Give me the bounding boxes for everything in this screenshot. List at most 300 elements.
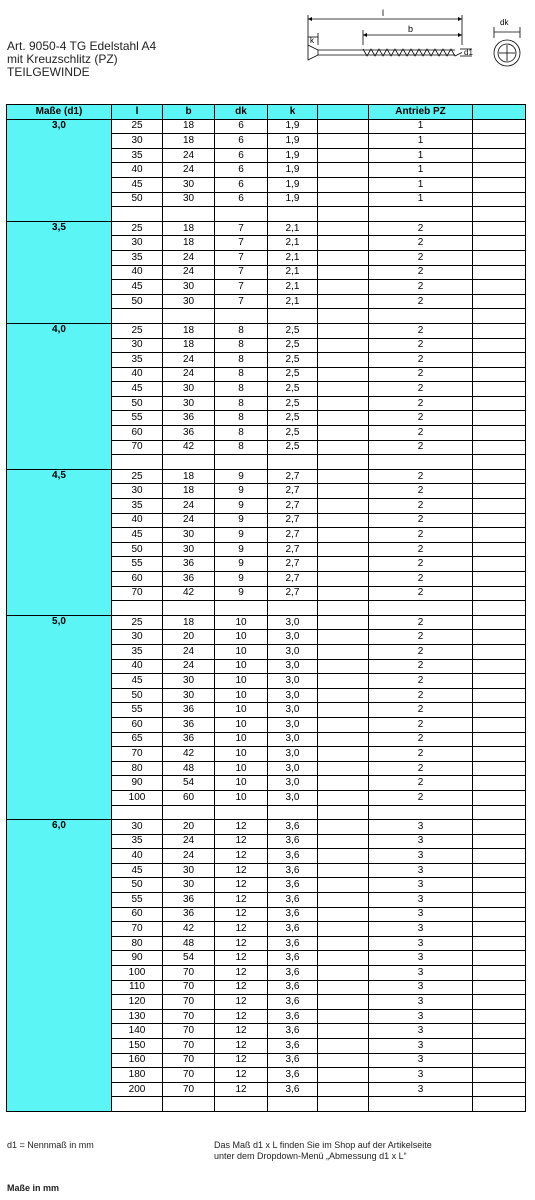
length-cell: 160 [112,1053,163,1068]
blank-cell [318,528,369,543]
drive-size-cell: 1 [369,119,473,134]
blank-cell [268,601,318,616]
blank-cell [473,761,526,776]
blank-cell [215,207,268,222]
head-height-cell: 3,0 [268,732,318,747]
drive-size-cell: 1 [369,163,473,178]
head-height-cell: 3,6 [268,980,318,995]
blank-cell [318,309,369,324]
head-height-cell: 2,7 [268,484,318,499]
blank-cell [318,863,369,878]
blank-cell [112,1097,163,1112]
head-diameter-cell: 8 [215,396,268,411]
head-height-cell: 3,6 [268,820,318,835]
blank-cell [318,484,369,499]
drive-size-cell: 3 [369,893,473,908]
blank-cell [369,309,473,324]
blank-cell [318,922,369,937]
length-cell: 30 [112,820,163,835]
blank-cell [318,1097,369,1112]
head-height-cell: 2,7 [268,513,318,528]
thread-length-cell: 30 [163,674,215,689]
head-diameter-cell: 9 [215,542,268,557]
thread-length-cell: 48 [163,936,215,951]
head-diameter-cell: 12 [215,1053,268,1068]
blank-cell [318,499,369,514]
thread-length-cell: 60 [163,790,215,805]
head-height-cell: 3,0 [268,761,318,776]
blank-cell [473,995,526,1010]
head-diameter-cell: 12 [215,1082,268,1097]
head-height-cell: 2,1 [268,221,318,236]
nominal-diameter-cell: 6,0 [7,820,112,1112]
head-diameter-cell: 10 [215,659,268,674]
blank-cell [473,878,526,893]
head-diameter-cell: 8 [215,353,268,368]
blank-cell [318,382,369,397]
dimension-dk-label: dk [500,18,509,27]
head-height-cell: 3,6 [268,922,318,937]
blank-cell [268,207,318,222]
blank-cell [318,659,369,674]
blank-cell [318,1082,369,1097]
blank-cell [318,353,369,368]
blank-cell [473,528,526,543]
col-header-blank [318,105,369,120]
head-height-cell: 3,6 [268,834,318,849]
head-diameter-cell: 10 [215,644,268,659]
head-diameter-cell: 10 [215,776,268,791]
drive-size-cell: 3 [369,849,473,864]
drive-size-cell: 3 [369,878,473,893]
length-cell: 30 [112,484,163,499]
length-cell: 90 [112,951,163,966]
head-diameter-cell: 12 [215,995,268,1010]
thread-length-cell: 36 [163,703,215,718]
drive-size-cell: 2 [369,338,473,353]
head-height-cell: 1,9 [268,134,318,149]
thread-length-cell: 24 [163,644,215,659]
thread-length-cell: 36 [163,572,215,587]
head-diameter-cell: 9 [215,572,268,587]
head-height-cell: 3,0 [268,776,318,791]
drive-size-cell: 3 [369,995,473,1010]
head-height-cell: 2,5 [268,382,318,397]
blank-cell [318,207,369,222]
table-header-row [7,105,526,120]
blank-cell [473,455,526,470]
head-diameter-cell: 9 [215,528,268,543]
length-cell: 130 [112,1009,163,1024]
drive-size-cell: 1 [369,192,473,207]
length-cell: 40 [112,849,163,864]
blank-cell [318,936,369,951]
length-cell: 55 [112,411,163,426]
blank-cell [215,309,268,324]
blank-cell [318,192,369,207]
head-diameter-cell: 7 [215,250,268,265]
drive-size-cell: 2 [369,367,473,382]
blank-cell [473,192,526,207]
blank-cell [318,849,369,864]
length-cell: 50 [112,396,163,411]
blank-cell [318,163,369,178]
length-cell: 25 [112,323,163,338]
drive-size-cell: 2 [369,572,473,587]
thread-length-cell: 70 [163,980,215,995]
drive-size-cell: 2 [369,761,473,776]
drive-size-cell: 2 [369,411,473,426]
blank-cell [112,309,163,324]
head-diameter-cell: 7 [215,280,268,295]
footnote-shop-line2: unter dem Dropdown-Menü „Abmessung d1 x L“ [214,1151,407,1161]
table-row [7,615,526,630]
head-height-cell: 2,1 [268,294,318,309]
drive-size-cell: 2 [369,236,473,251]
blank-cell [473,674,526,689]
blank-cell [369,207,473,222]
length-cell: 100 [112,966,163,981]
drive-size-cell: 2 [369,747,473,762]
length-cell: 45 [112,863,163,878]
length-cell: 60 [112,572,163,587]
drive-size-cell: 3 [369,863,473,878]
thread-length-cell: 18 [163,119,215,134]
thread-length-cell: 70 [163,1068,215,1083]
length-cell: 110 [112,980,163,995]
drive-size-cell: 3 [369,922,473,937]
thread-length-cell: 24 [163,148,215,163]
blank-cell [473,907,526,922]
product-title: Art. 9050-4 TG Edelstahl A4 [7,39,157,53]
drive-size-cell: 2 [369,382,473,397]
thread-length-cell: 24 [163,659,215,674]
blank-cell [473,542,526,557]
head-height-cell: 3,0 [268,659,318,674]
blank-cell [318,703,369,718]
dimension-b-label: b [408,24,414,34]
length-cell: 60 [112,907,163,922]
head-height-cell: 3,6 [268,863,318,878]
head-diameter-cell: 6 [215,148,268,163]
head-height-cell: 3,0 [268,674,318,689]
table-row [7,820,526,835]
length-cell: 70 [112,747,163,762]
head-height-cell: 3,6 [268,1082,318,1097]
drive-size-cell: 2 [369,732,473,747]
length-cell: 50 [112,294,163,309]
thread-length-cell: 48 [163,761,215,776]
blank-cell [318,776,369,791]
blank-cell [318,674,369,689]
drive-size-cell: 2 [369,396,473,411]
blank-cell [473,177,526,192]
length-cell: 25 [112,221,163,236]
length-cell: 40 [112,367,163,382]
blank-cell [473,236,526,251]
blank-cell [473,119,526,134]
blank-cell [473,484,526,499]
blank-cell [473,207,526,222]
thread-length-cell: 30 [163,177,215,192]
blank-cell [318,411,369,426]
length-cell: 45 [112,280,163,295]
dimension-l-label: l [382,8,384,18]
blank-cell [473,250,526,265]
thread-length-cell: 70 [163,1053,215,1068]
blank-cell [473,265,526,280]
length-cell: 90 [112,776,163,791]
drive-size-cell: 2 [369,426,473,441]
blank-cell [473,951,526,966]
blank-cell [369,1097,473,1112]
blank-cell [473,936,526,951]
head-height-cell: 3,6 [268,878,318,893]
head-height-cell: 3,0 [268,747,318,762]
length-cell: 180 [112,1068,163,1083]
length-cell: 50 [112,688,163,703]
head-diameter-cell: 12 [215,893,268,908]
head-diameter-cell: 10 [215,674,268,689]
nominal-diameter-cell: 5,0 [7,615,112,819]
length-cell: 60 [112,426,163,441]
col-header-dk: dk [215,105,268,120]
head-diameter-cell: 6 [215,119,268,134]
head-diameter-cell: 8 [215,323,268,338]
head-height-cell: 2,7 [268,586,318,601]
blank-cell [163,455,215,470]
thread-length-cell: 36 [163,557,215,572]
blank-cell [473,557,526,572]
thread-length-cell: 18 [163,469,215,484]
head-diameter-cell: 7 [215,221,268,236]
blank-cell [473,148,526,163]
blank-cell [473,411,526,426]
drive-size-cell: 2 [369,586,473,601]
head-diameter-cell: 7 [215,265,268,280]
table-row [7,469,526,484]
blank-cell [473,323,526,338]
screw-diagram [300,5,530,80]
head-diameter-cell: 8 [215,338,268,353]
table-row [7,221,526,236]
drive-size-cell: 2 [369,630,473,645]
product-title-block [7,40,156,79]
blank-cell [318,878,369,893]
blank-cell [318,747,369,762]
head-height-cell: 2,1 [268,236,318,251]
blank-cell [318,1009,369,1024]
col-header-k: k [268,105,318,120]
blank-cell [473,615,526,630]
blank-cell [473,586,526,601]
blank-cell [473,221,526,236]
blank-cell [163,207,215,222]
col-header-b: b [163,105,215,120]
blank-cell [473,294,526,309]
length-cell: 50 [112,192,163,207]
blank-cell [473,893,526,908]
head-height-cell: 2,7 [268,572,318,587]
head-diameter-cell: 12 [215,820,268,835]
thread-length-cell: 18 [163,484,215,499]
head-height-cell: 3,0 [268,790,318,805]
drive-size-cell: 3 [369,966,473,981]
drive-size-cell: 3 [369,820,473,835]
length-cell: 80 [112,761,163,776]
blank-cell [473,980,526,995]
blank-cell [473,922,526,937]
thread-length-cell: 36 [163,907,215,922]
drive-size-cell: 2 [369,674,473,689]
head-diameter-cell: 9 [215,484,268,499]
blank-cell [318,572,369,587]
blank-cell [318,338,369,353]
blank-cell [473,1082,526,1097]
head-height-cell: 2,5 [268,411,318,426]
thread-length-cell: 30 [163,863,215,878]
dimension-d1-label: d1 [464,48,473,57]
blank-cell [215,601,268,616]
blank-cell [473,396,526,411]
blank-cell [473,1097,526,1112]
blank-cell [473,469,526,484]
head-diameter-cell: 6 [215,163,268,178]
dimension-k-label: k [310,36,314,45]
drive-size-cell: 2 [369,469,473,484]
head-diameter-cell: 10 [215,790,268,805]
drive-size-cell: 2 [369,513,473,528]
blank-cell [473,353,526,368]
head-diameter-cell: 7 [215,294,268,309]
drive-size-cell: 3 [369,1009,473,1024]
head-height-cell: 2,7 [268,542,318,557]
head-diameter-cell: 9 [215,499,268,514]
head-height-cell: 2,7 [268,557,318,572]
drive-size-cell: 2 [369,265,473,280]
length-cell: 140 [112,1024,163,1039]
blank-cell [473,732,526,747]
thread-length-cell: 70 [163,1009,215,1024]
blank-cell [473,440,526,455]
thread-length-cell: 30 [163,294,215,309]
blank-cell [318,557,369,572]
thread-length-cell: 24 [163,513,215,528]
length-cell: 55 [112,557,163,572]
drive-size-cell: 3 [369,1053,473,1068]
head-diameter-cell: 10 [215,615,268,630]
thread-length-cell: 24 [163,250,215,265]
thread-length-cell: 54 [163,776,215,791]
head-height-cell: 3,0 [268,615,318,630]
length-cell: 30 [112,338,163,353]
blank-cell [318,980,369,995]
head-height-cell: 2,7 [268,528,318,543]
blank-cell [473,966,526,981]
length-cell: 25 [112,119,163,134]
head-diameter-cell: 8 [215,367,268,382]
head-height-cell: 3,6 [268,951,318,966]
head-height-cell: 3,6 [268,1009,318,1024]
length-cell: 50 [112,542,163,557]
head-height-cell: 2,5 [268,396,318,411]
thread-length-cell: 36 [163,426,215,441]
table-body [7,119,526,1111]
blank-cell [112,455,163,470]
head-height-cell: 3,0 [268,703,318,718]
length-cell: 25 [112,615,163,630]
blank-cell [473,834,526,849]
length-cell: 45 [112,382,163,397]
drive-size-cell: 2 [369,250,473,265]
footnote-d1: d1 = Nennmaß in mm [7,1140,94,1150]
drive-size-cell: 2 [369,557,473,572]
blank-cell [318,601,369,616]
length-cell: 150 [112,1039,163,1054]
blank-cell [473,134,526,149]
drive-size-cell: 2 [369,323,473,338]
blank-cell [318,513,369,528]
length-cell: 40 [112,265,163,280]
product-subtitle: mit Kreuzschlitz (PZ) [7,52,118,66]
units-note: Maße in mm [7,1183,60,1193]
length-cell: 35 [112,148,163,163]
drive-size-cell: 2 [369,353,473,368]
length-cell: 200 [112,1082,163,1097]
table-row [7,323,526,338]
thread-length-cell: 24 [163,265,215,280]
blank-cell [473,338,526,353]
blank-cell [473,513,526,528]
blank-cell [369,601,473,616]
head-diameter-cell: 9 [215,513,268,528]
blank-cell [473,1009,526,1024]
thread-length-cell: 30 [163,542,215,557]
head-diameter-cell: 12 [215,834,268,849]
blank-cell [318,177,369,192]
thread-length-cell: 30 [163,688,215,703]
blank-cell [163,1097,215,1112]
head-diameter-cell: 12 [215,951,268,966]
blank-cell [318,1053,369,1068]
head-diameter-cell: 12 [215,878,268,893]
blank-cell [473,805,526,820]
thread-length-cell: 36 [163,411,215,426]
head-height-cell: 1,9 [268,192,318,207]
thread-length-cell: 36 [163,717,215,732]
blank-cell [268,455,318,470]
thread-length-cell: 70 [163,1082,215,1097]
length-cell: 25 [112,469,163,484]
head-height-cell: 1,9 [268,163,318,178]
nominal-diameter-cell: 3,0 [7,119,112,221]
blank-cell [473,747,526,762]
length-cell: 55 [112,893,163,908]
blank-cell [318,717,369,732]
blank-cell [318,615,369,630]
blank-cell [318,1039,369,1054]
head-height-cell: 3,6 [268,1053,318,1068]
length-cell: 45 [112,177,163,192]
thread-length-cell: 42 [163,922,215,937]
head-height-cell: 3,0 [268,688,318,703]
blank-cell [369,805,473,820]
blank-cell [473,849,526,864]
drive-size-cell: 3 [369,1082,473,1097]
drive-size-cell: 1 [369,177,473,192]
blank-cell [318,323,369,338]
col-header-blank-2 [473,105,526,120]
